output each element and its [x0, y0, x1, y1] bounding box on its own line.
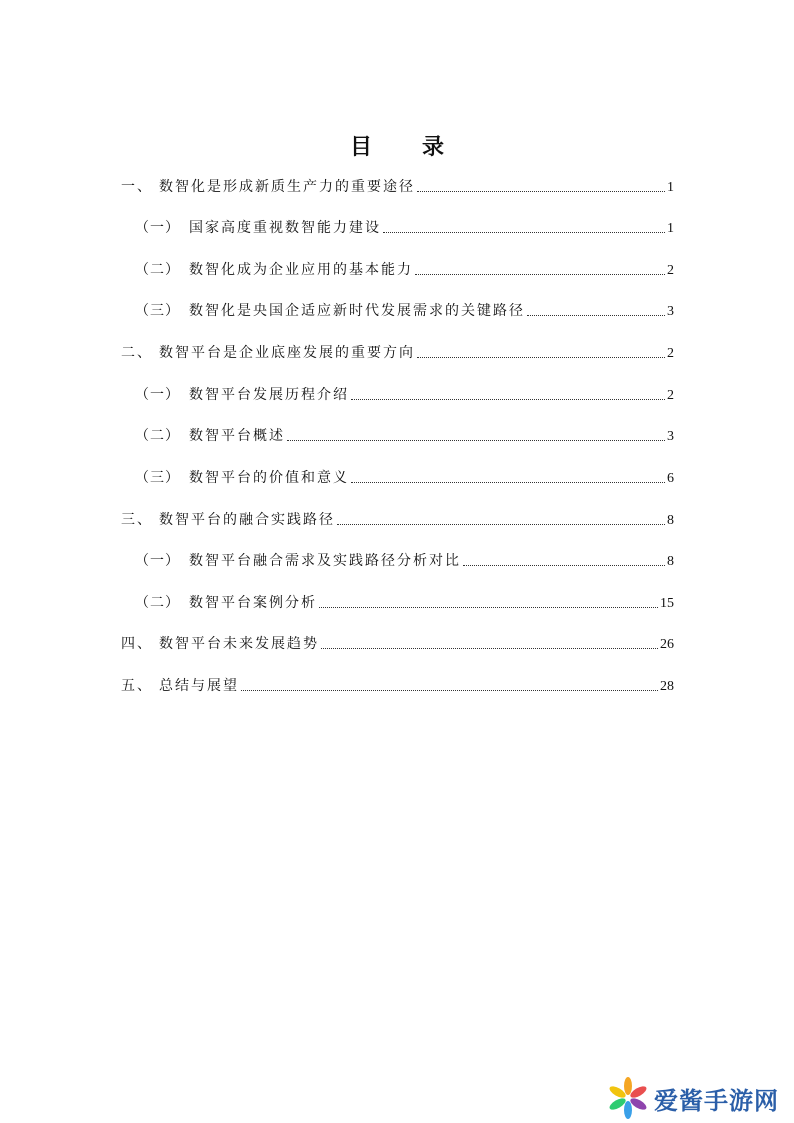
toc-number: （二） — [135, 262, 180, 278]
toc-leader — [337, 523, 665, 525]
toc-entry[interactable] — [135, 592, 674, 614]
watermark-text: 爱酱手游网 — [654, 1086, 779, 1115]
toc-title: 数智化是形成新质生产力的重要途径 — [159, 179, 415, 195]
toc-page-number: 26 — [660, 637, 674, 652]
toc-number: 五、 — [121, 678, 153, 694]
toc-number: （三） — [135, 470, 180, 486]
toc-entry[interactable] — [135, 259, 674, 281]
watermark — [606, 1076, 779, 1120]
toc-page-number: 8 — [667, 513, 674, 528]
toc-page-number: 1 — [667, 221, 674, 236]
pinwheel-logo-icon — [606, 1076, 650, 1120]
toc-page-number: 2 — [667, 263, 674, 278]
toc-entry[interactable] — [135, 550, 674, 572]
toc-entry[interactable] — [121, 342, 674, 364]
toc-leader — [351, 481, 665, 483]
toc-page-number: 3 — [667, 429, 674, 444]
toc-number: 四、 — [121, 636, 153, 652]
toc-leader — [241, 689, 658, 691]
toc-entry[interactable] — [121, 176, 674, 198]
toc-page-number: 15 — [660, 596, 674, 611]
toc-number: 二、 — [121, 345, 153, 361]
toc-page-number: 1 — [667, 180, 674, 195]
toc-entry[interactable] — [121, 675, 674, 697]
toc-page-number: 28 — [660, 679, 674, 694]
toc-entry[interactable] — [121, 633, 674, 655]
toc-number: 一、 — [121, 179, 153, 195]
toc-page-number: 6 — [667, 471, 674, 486]
toc-leader — [321, 647, 658, 649]
toc-leader — [463, 564, 665, 566]
toc-number: （二） — [135, 428, 180, 444]
toc-entry[interactable] — [135, 467, 674, 489]
toc-entry[interactable] — [135, 384, 674, 406]
toc-title: 数智平台案例分析 — [189, 595, 317, 611]
toc-title: 数智平台的价值和意义 — [189, 470, 349, 486]
toc-leader — [319, 606, 658, 608]
toc-entry[interactable] — [121, 509, 674, 531]
toc-entry[interactable] — [135, 425, 674, 447]
toc-entry[interactable] — [135, 217, 674, 239]
toc-title: 数智平台未来发展趋势 — [159, 636, 319, 652]
toc-leader — [287, 439, 665, 441]
toc-leader — [415, 273, 665, 275]
toc-leader — [417, 190, 665, 192]
toc-page-number: 8 — [667, 554, 674, 569]
toc-number: 三、 — [121, 512, 153, 528]
toc-title: 数智平台发展历程介绍 — [189, 387, 349, 403]
toc-title: 数智平台融合需求及实践路径分析对比 — [189, 553, 461, 569]
toc-title: 数智平台是企业底座发展的重要方向 — [159, 345, 415, 361]
toc-title: 数智化是央国企适应新时代发展需求的关键路径 — [189, 303, 525, 319]
toc-title: 数智平台的融合实践路径 — [159, 512, 335, 528]
toc-leader — [383, 231, 665, 233]
toc-title: 数智化成为企业应用的基本能力 — [189, 262, 413, 278]
toc-title: 国家高度重视数智能力建设 — [189, 220, 381, 236]
toc-entry[interactable] — [135, 300, 674, 322]
toc-number: （三） — [135, 303, 180, 319]
toc-title: 总结与展望 — [159, 678, 239, 694]
toc-number: （二） — [135, 595, 180, 611]
toc-number: （一） — [135, 387, 180, 403]
toc-page-number: 3 — [667, 304, 674, 319]
toc-page-number: 2 — [667, 388, 674, 403]
toc-leader — [417, 356, 665, 358]
toc-page-number: 2 — [667, 346, 674, 361]
page-title: 目 录 — [349, 134, 458, 160]
toc-title: 数智平台概述 — [189, 428, 285, 444]
toc-leader — [527, 314, 665, 316]
toc-leader — [351, 398, 665, 400]
toc-number: （一） — [135, 553, 180, 569]
toc-number: （一） — [135, 220, 180, 236]
